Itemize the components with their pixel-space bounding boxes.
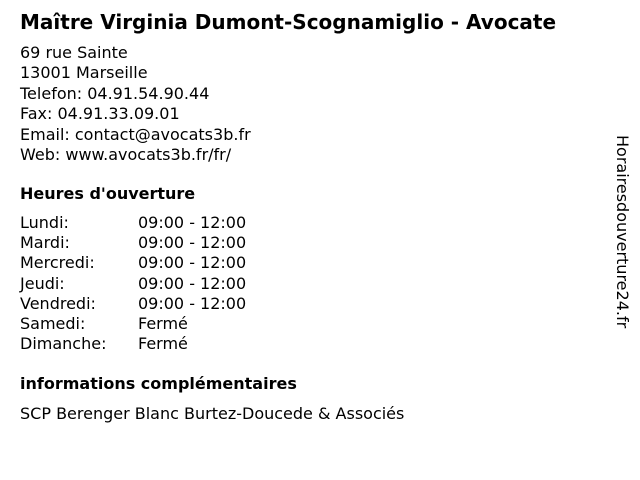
website: Web: www.avocats3b.fr/fr/ xyxy=(20,144,232,164)
day-label: Samedi: xyxy=(20,313,86,333)
fax-number: Fax: 04.91.33.09.01 xyxy=(20,104,180,124)
day-hours: Fermé xyxy=(138,334,188,354)
day-label: Mercredi: xyxy=(20,253,95,273)
side-brand-watermark: Horairesdouverture24.fr xyxy=(613,135,632,329)
day-hours: 09:00 - 12:00 xyxy=(138,213,247,232)
additional-info-heading: informations complémentaires xyxy=(20,374,297,393)
day-label: Jeudi: xyxy=(20,273,65,293)
day-hours: 09:00 - 12:00 xyxy=(138,293,247,313)
postal-city: 13001 Marseille xyxy=(20,63,148,83)
email-address: Email: contact@avocats3b.fr xyxy=(20,124,251,144)
day-label: Lundi: xyxy=(20,213,69,232)
opening-hours-heading: Heures d'ouverture xyxy=(20,184,196,203)
day-hours: 09:00 - 12:00 xyxy=(138,233,247,253)
day-hours: 09:00 - 12:00 xyxy=(138,253,247,273)
day-hours: 09:00 - 12:00 xyxy=(138,273,247,293)
contact-block xyxy=(20,43,251,165)
phone-number: Telefon: 04.91.54.90.44 xyxy=(20,83,210,103)
day-label: Dimanche: xyxy=(20,334,107,354)
day-hours: Fermé xyxy=(138,313,188,333)
page-title: Maître Virginia Dumont-Scognamiglio - Avocate xyxy=(20,10,557,34)
street-address: 69 rue Sainte xyxy=(20,43,128,62)
day-label: Vendredi: xyxy=(20,293,96,313)
day-label: Mardi: xyxy=(20,233,70,253)
additional-info-text: SCP Berenger Blanc Burtez-Doucede & Associés xyxy=(20,404,405,423)
